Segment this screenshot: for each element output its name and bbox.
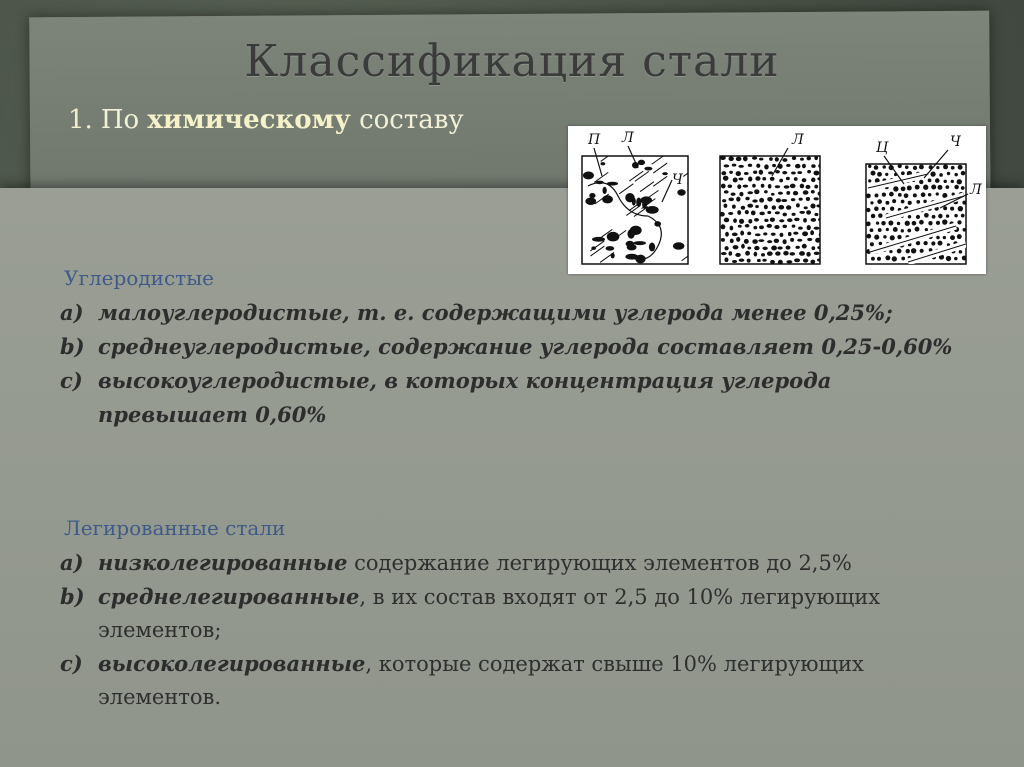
list-marker: a) (60, 550, 84, 575)
subtitle-bold: химическому (147, 105, 351, 135)
figure-label-1: П (588, 132, 601, 148)
alloy-item-b (60, 580, 980, 647)
list-marker: b) (60, 584, 85, 609)
carbon-item-c (60, 364, 980, 432)
subtitle-prefix: По (100, 105, 148, 135)
subtitle-suffix: составу (350, 105, 464, 135)
alloy-item-a (60, 546, 980, 580)
list-marker: a) (60, 300, 84, 325)
list-bold-term: среднелегированные (98, 584, 360, 609)
alloy-item-c (60, 647, 980, 714)
figure-label-4: Л (792, 132, 804, 148)
structure-panel-3 (866, 164, 967, 264)
list-text: , которые содержат свыше 10% легирующих элементов. (98, 652, 864, 709)
carbon-item-b (60, 330, 980, 364)
carbon-item-a (60, 296, 980, 330)
list-text: , в их состав входят от 2,5 до 10% легирующих элементов; (98, 585, 881, 642)
subtitle-number: 1. (68, 105, 93, 135)
list-text: среднеуглеродистые, содержание углерода составляет 0,25-0,60% (98, 334, 953, 359)
carbon-steel-heading: Углеродистые (64, 266, 214, 290)
figure-label-2: Л (622, 130, 634, 146)
list-bold-term: низколегированные (98, 550, 348, 575)
list-marker: c) (60, 368, 83, 393)
alloy-steel-heading: Легированные стали (64, 516, 286, 540)
structure-panel-2 (719, 156, 823, 265)
slide-subtitle (68, 105, 464, 135)
figure-label-3: Ч (672, 172, 683, 188)
list-marker: c) (60, 651, 83, 676)
figure-label-6: Ч (950, 134, 961, 150)
figure-label-5: Ц (876, 140, 889, 156)
list-marker: b) (60, 334, 85, 359)
slide-title: Классификация стали (244, 36, 780, 87)
figure-label-7: Л (970, 182, 982, 198)
list-bold-term: высоколегированные (98, 651, 366, 676)
alloy-steel-list (60, 546, 980, 714)
carbon-steel-list (60, 296, 980, 432)
list-text: содержание легирующих элементов до 2,5% (347, 551, 852, 575)
list-text: малоуглеродистые, т. е. содержащими углерода менее 0,25%; (98, 300, 893, 325)
list-text: высокоуглеродистые, в которых концентрация углерода превышает 0,60% (98, 368, 832, 427)
microstructure-drawing (568, 126, 986, 274)
microstructure-figure (568, 126, 986, 274)
